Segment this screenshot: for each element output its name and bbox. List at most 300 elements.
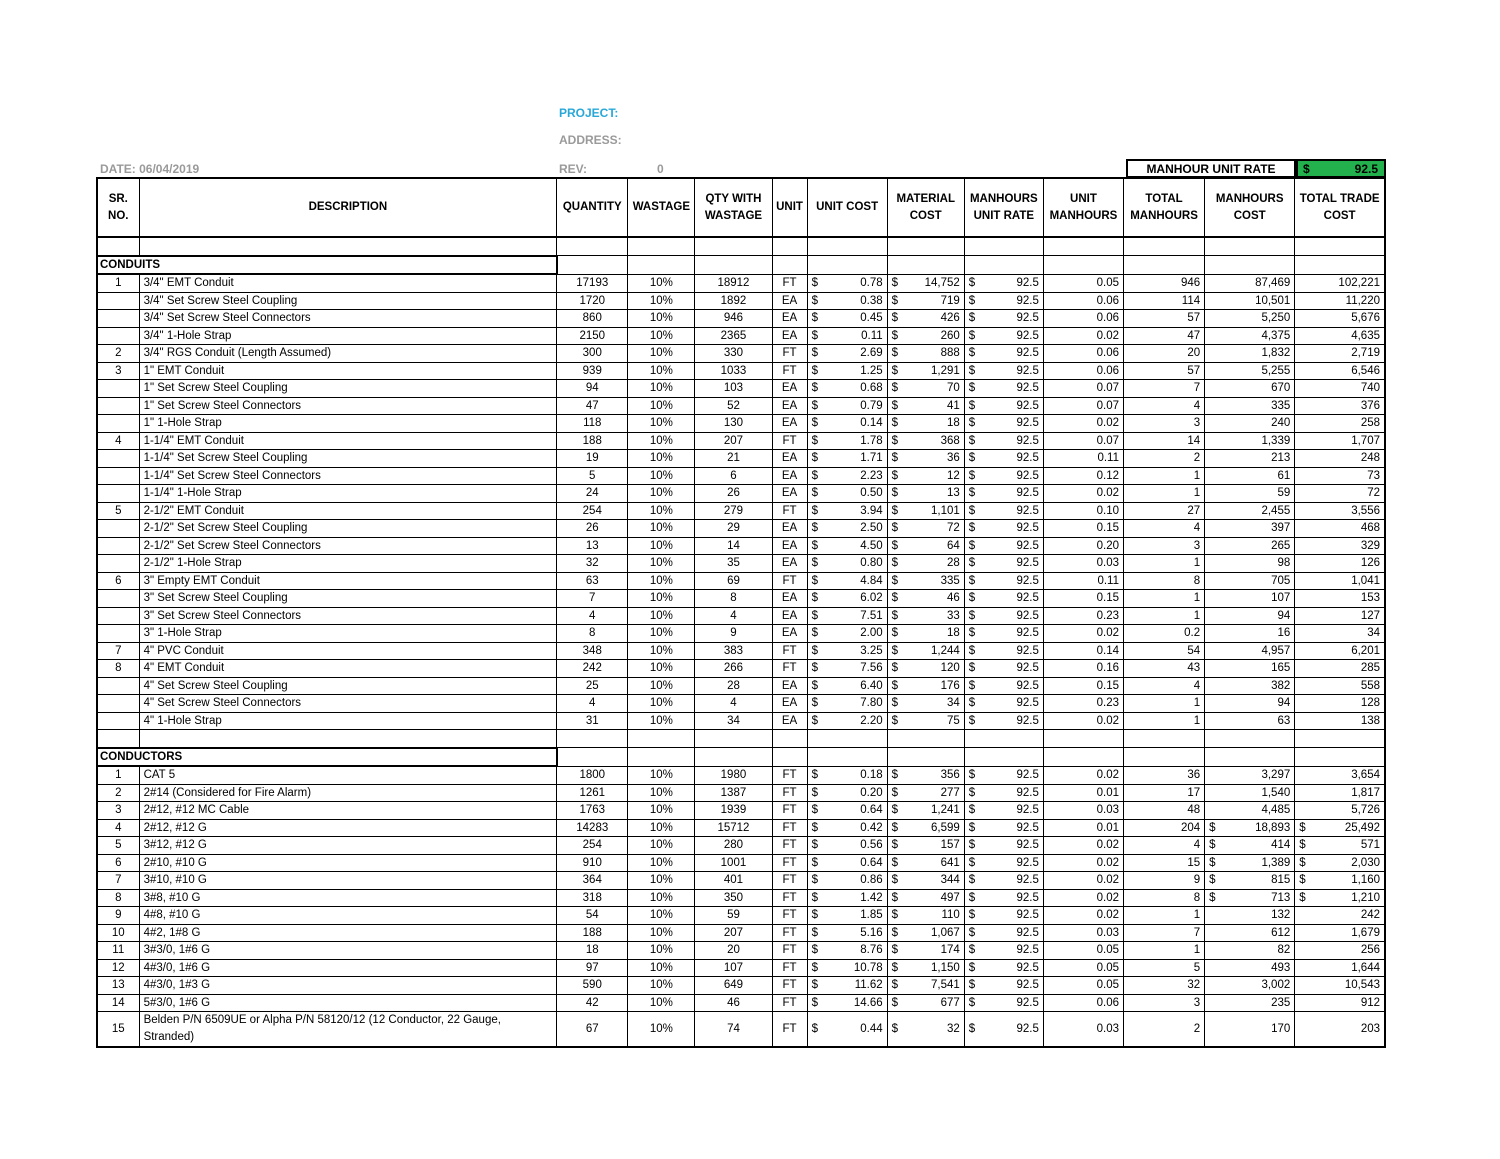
- sr-no-cell: [97, 467, 139, 485]
- empty-cell: [887, 748, 964, 767]
- material-cost-cell: [887, 467, 964, 485]
- quantity-cell: 13: [557, 537, 628, 555]
- sr-no-cell: 2: [97, 345, 139, 363]
- currency-symbol: $: [1209, 821, 1216, 834]
- unit-cell: EA: [772, 380, 807, 398]
- manhours-unit-rate-cell: [964, 695, 1043, 713]
- total-manhours-cell: 4: [1124, 837, 1205, 855]
- manhours-unit-rate-cell: [964, 924, 1043, 942]
- cell-value: 1,067: [931, 926, 960, 939]
- description-cell: 4" Set Screw Steel Coupling: [139, 677, 557, 695]
- qty-with-wastage-cell: 6: [695, 467, 772, 485]
- unit-manhours-cell: 0.05: [1043, 274, 1123, 292]
- currency-symbol: $: [811, 697, 818, 710]
- cell-value: 18: [946, 417, 960, 430]
- qty-with-wastage-cell: 107: [695, 959, 772, 977]
- material-cost-cell: [887, 274, 964, 292]
- empty-cell: [772, 237, 807, 256]
- quantity-cell: 67: [557, 1012, 628, 1048]
- cell-value: 0.38: [860, 294, 883, 307]
- empty-cell: [695, 256, 772, 275]
- unit-cost-cell: [807, 854, 887, 872]
- table-row: [97, 467, 1385, 485]
- material-cost-cell: [887, 642, 964, 660]
- quantity-cell: 54: [557, 907, 628, 925]
- material-cost-cell: [887, 942, 964, 960]
- currency-symbol: $: [891, 786, 899, 799]
- currency-symbol: $: [811, 856, 818, 869]
- sr-no-cell: 6: [97, 572, 139, 590]
- table-row: [97, 450, 1385, 468]
- total-trade-cost-cell: 329: [1295, 537, 1385, 555]
- unit-manhours-cell: 0.02: [1043, 837, 1123, 855]
- total-manhours-cell: 8: [1124, 572, 1205, 590]
- cell-value: 344: [940, 874, 960, 887]
- cell-value: 0.86: [860, 874, 883, 887]
- total-trade-cost-cell: 1,817: [1295, 784, 1385, 802]
- empty-cell: [964, 237, 1043, 256]
- material-cost-cell: [887, 555, 964, 573]
- currency-symbol: $: [968, 627, 976, 640]
- total-trade-cost-cell: 1,707: [1295, 432, 1385, 450]
- table-row: [97, 555, 1385, 573]
- unit-cost-cell: [807, 555, 887, 573]
- currency-symbol: $: [968, 539, 976, 552]
- unit-cell: EA: [772, 415, 807, 433]
- cell-value: 0.42: [860, 821, 883, 834]
- sr-no-cell: 1: [97, 274, 139, 292]
- quantity-cell: 318: [557, 889, 628, 907]
- total-manhours-cell: 3: [1124, 415, 1205, 433]
- quantity-cell: 97: [557, 959, 628, 977]
- currency-symbol: $: [891, 347, 899, 360]
- qty-with-wastage-cell: 74: [695, 1012, 772, 1048]
- table-row: [97, 802, 1385, 820]
- sr-no-cell: 7: [97, 872, 139, 890]
- currency-symbol: $: [968, 382, 976, 395]
- cell-value: 46: [946, 592, 960, 605]
- cell-value: 92.5: [1016, 821, 1039, 834]
- unit-cost-cell: [807, 362, 887, 380]
- total-manhours-cell: 0.2: [1124, 625, 1205, 643]
- cell-value: 92.5: [1016, 961, 1039, 974]
- total-manhours-cell: 1: [1124, 485, 1205, 503]
- currency-symbol: $: [891, 979, 899, 992]
- description-cell: 1-1/4" Set Screw Steel Connectors: [139, 467, 557, 485]
- empty-cell: [807, 748, 887, 767]
- total-manhours-cell: 1: [1124, 590, 1205, 608]
- qty-with-wastage-cell: 279: [695, 502, 772, 520]
- manhours-unit-rate-cell: [964, 555, 1043, 573]
- manhours-unit-rate-cell: [964, 907, 1043, 925]
- cell-value: 0.78: [860, 277, 883, 289]
- quantity-cell: 32: [557, 555, 628, 573]
- total-manhours-cell: 946: [1124, 274, 1205, 292]
- wastage-cell: 10%: [628, 660, 695, 678]
- currency-symbol: $: [891, 909, 899, 922]
- qty-with-wastage-cell: 401: [695, 872, 772, 890]
- empty-cell: [772, 730, 807, 748]
- material-cost-cell: [887, 625, 964, 643]
- total-trade-cost-cell: 10,543: [1295, 977, 1385, 995]
- description-cell: 4" EMT Conduit: [139, 660, 557, 678]
- description-cell: 2-1/2" 1-Hole Strap: [139, 555, 557, 573]
- cell-value: 13: [946, 487, 960, 500]
- unit-cell: EA: [772, 450, 807, 468]
- wastage-cell: 10%: [628, 415, 695, 433]
- cell-value: 8.76: [860, 944, 883, 957]
- empty-cell: [1205, 256, 1295, 275]
- manhours-unit-rate-cell: [964, 802, 1043, 820]
- currency-symbol: $: [891, 539, 899, 552]
- quantity-cell: 8: [557, 625, 628, 643]
- currency-symbol: $: [891, 557, 899, 570]
- unit-cell: FT: [772, 784, 807, 802]
- unit-cost-cell: [807, 889, 887, 907]
- empty-cell: [97, 730, 139, 748]
- currency-symbol: $: [891, 469, 899, 482]
- total-manhours-cell: 5: [1124, 959, 1205, 977]
- wastage-cell: 10%: [628, 802, 695, 820]
- total-trade-cost-cell: [1295, 854, 1385, 872]
- unit-cell: EA: [772, 520, 807, 538]
- manhours-cost-cell: 1,832: [1205, 345, 1295, 363]
- currency-symbol: $: [891, 662, 899, 675]
- table-row: [97, 415, 1385, 433]
- empty-cell: [964, 256, 1043, 275]
- empty-cell: [1043, 256, 1123, 275]
- qty-with-wastage-cell: 103: [695, 380, 772, 398]
- manhours-unit-rate-cell: [964, 362, 1043, 380]
- currency-symbol: $: [891, 487, 899, 500]
- empty-cell: [887, 237, 964, 256]
- section-header-row: [97, 256, 1385, 275]
- currency-symbol: $: [968, 644, 976, 657]
- qty-with-wastage-cell: 28: [695, 677, 772, 695]
- quantity-cell: 14283: [557, 819, 628, 837]
- total-manhours-cell: 57: [1124, 362, 1205, 380]
- currency-symbol: $: [891, 961, 899, 974]
- table-row: [97, 292, 1385, 310]
- manhours-cost-cell: 382: [1205, 677, 1295, 695]
- table-row: [97, 660, 1385, 678]
- total-trade-cost-cell: 558: [1295, 677, 1385, 695]
- unit-manhours-cell: 0.02: [1043, 872, 1123, 890]
- unit-cost-cell: [807, 660, 887, 678]
- currency-symbol: $: [811, 714, 818, 727]
- currency-symbol: $: [968, 294, 976, 307]
- currency-symbol: $: [968, 592, 976, 605]
- material-cost-cell: [887, 380, 964, 398]
- table-row: [97, 784, 1385, 802]
- unit-cost-cell: [807, 907, 887, 925]
- total-manhours-cell: 8: [1124, 889, 1205, 907]
- total-manhours-cell: 4: [1124, 677, 1205, 695]
- currency-symbol: $: [811, 891, 818, 904]
- wastage-cell: 10%: [628, 345, 695, 363]
- qty-with-wastage-cell: 1033: [695, 362, 772, 380]
- description-cell: 2-1/2" Set Screw Steel Connectors: [139, 537, 557, 555]
- cell-value: 92.5: [1016, 504, 1039, 517]
- manhours-unit-rate-cell: [964, 977, 1043, 995]
- manhours-unit-rate-cell: [964, 677, 1043, 695]
- currency-symbol: $: [811, 662, 818, 675]
- total-trade-cost-cell: 34: [1295, 625, 1385, 643]
- quantity-cell: 18: [557, 942, 628, 960]
- description-cell: 4#3/0, 1#3 G: [139, 977, 557, 995]
- empty-cell: [1295, 748, 1385, 767]
- unit-cost-cell: [807, 837, 887, 855]
- wastage-cell: 10%: [628, 784, 695, 802]
- cell-value: 0.64: [860, 856, 883, 869]
- qty-with-wastage-cell: 4: [695, 695, 772, 713]
- description-cell: 3#10, #10 G: [139, 872, 557, 890]
- wastage-cell: 10%: [628, 502, 695, 520]
- cell-value: 92.5: [1016, 1023, 1039, 1035]
- unit-manhours-cell: 0.05: [1043, 959, 1123, 977]
- empty-cell: [772, 256, 807, 275]
- currency-symbol: $: [891, 926, 899, 939]
- table-row: [97, 432, 1385, 450]
- unit-cell: EA: [772, 292, 807, 310]
- currency-symbol: $: [811, 487, 818, 500]
- manhours-cost-cell: [1205, 819, 1295, 837]
- wastage-cell: 10%: [628, 977, 695, 995]
- qty-with-wastage-cell: 946: [695, 310, 772, 328]
- table-row: [97, 766, 1385, 784]
- total-trade-cost-cell: 72: [1295, 485, 1385, 503]
- wastage-cell: 10%: [628, 942, 695, 960]
- wastage-cell: 10%: [628, 292, 695, 310]
- qty-with-wastage-cell: 59: [695, 907, 772, 925]
- cell-value: 92.5: [1016, 769, 1039, 781]
- total-trade-cost-cell: 3,654: [1295, 766, 1385, 784]
- currency-symbol: $: [891, 1023, 899, 1035]
- currency-symbol: $: [891, 522, 899, 535]
- unit-manhours-cell: 0.06: [1043, 362, 1123, 380]
- cell-value: 25,492: [1344, 821, 1380, 834]
- manhours-unit-rate-cell: [964, 485, 1043, 503]
- quantity-cell: 254: [557, 837, 628, 855]
- table-row: [97, 572, 1385, 590]
- manhours-unit-rate-cell: [964, 450, 1043, 468]
- cell-value: 0.18: [860, 769, 883, 781]
- cell-value: 41: [946, 399, 960, 412]
- empty-cell: [628, 256, 695, 275]
- currency-symbol: $: [1209, 856, 1216, 869]
- wastage-cell: 10%: [628, 819, 695, 837]
- cell-value: 92.5: [1016, 786, 1039, 799]
- unit-cost-cell: [807, 327, 887, 345]
- wastage-cell: 10%: [628, 625, 695, 643]
- table-row: [97, 854, 1385, 872]
- unit-manhours-cell: 0.06: [1043, 345, 1123, 363]
- wastage-cell: 10%: [628, 555, 695, 573]
- unit-cell: FT: [772, 660, 807, 678]
- total-trade-cost-cell: [1295, 819, 1385, 837]
- cell-value: 92.5: [1016, 856, 1039, 869]
- manhours-cost-cell: 240: [1205, 415, 1295, 433]
- total-trade-cost-cell: 3,556: [1295, 502, 1385, 520]
- empty-cell: [557, 237, 628, 256]
- currency-symbol: $: [968, 979, 976, 992]
- description-cell: 3" Set Screw Steel Connectors: [139, 607, 557, 625]
- cell-value: 1.78: [860, 434, 883, 447]
- wastage-cell: 10%: [628, 362, 695, 380]
- currency-symbol: $: [811, 786, 818, 799]
- currency-symbol: $: [891, 592, 899, 605]
- empty-cell: [557, 730, 628, 748]
- cell-value: 92.5: [1016, 592, 1039, 605]
- manhours-unit-rate-cell: [964, 310, 1043, 328]
- table-row: [97, 537, 1385, 555]
- cell-value: 92.5: [1016, 714, 1039, 727]
- cell-value: 92.5: [1016, 557, 1039, 570]
- unit-cell: EA: [772, 485, 807, 503]
- cell-value: 2.20: [860, 714, 883, 727]
- cell-value: 7.51: [860, 609, 883, 622]
- cell-value: 2.50: [860, 522, 883, 535]
- unit-cell: FT: [772, 345, 807, 363]
- cell-value: 1,150: [931, 961, 960, 974]
- sr-no-cell: [97, 380, 139, 398]
- currency-symbol: $: [1299, 839, 1306, 852]
- table-row: [97, 889, 1385, 907]
- unit-cost-cell: [807, 537, 887, 555]
- unit-cost-cell: [807, 924, 887, 942]
- unit-cell: FT: [772, 994, 807, 1012]
- qty-with-wastage-cell: 21: [695, 450, 772, 468]
- manhours-unit-rate-cell: [964, 837, 1043, 855]
- unit-cost-cell: [807, 450, 887, 468]
- currency-symbol: $: [968, 469, 976, 482]
- manhours-cost-cell: 4,957: [1205, 642, 1295, 660]
- quantity-cell: 910: [557, 854, 628, 872]
- currency-symbol: $: [811, 574, 818, 587]
- material-cost-cell: [887, 415, 964, 433]
- quantity-cell: 188: [557, 432, 628, 450]
- unit-cost-cell: [807, 977, 887, 995]
- quantity-cell: 860: [557, 310, 628, 328]
- currency-symbol: $: [811, 382, 818, 395]
- currency-symbol: $: [1209, 891, 1216, 904]
- empty-cell: [1295, 237, 1385, 256]
- col-sr-no: SR. NO.: [97, 178, 139, 237]
- cell-value: 92.5: [1016, 644, 1039, 657]
- wastage-cell: 10%: [628, 467, 695, 485]
- cell-value: 1.85: [860, 909, 883, 922]
- wastage-cell: 10%: [628, 520, 695, 538]
- col-unit-cost: UNIT COST: [807, 178, 887, 237]
- currency-symbol: $: [891, 769, 899, 781]
- cell-value: 92.5: [1016, 839, 1039, 852]
- description-cell: 3/4" RGS Conduit (Length Assumed): [139, 345, 557, 363]
- cell-value: 11.62: [854, 979, 883, 992]
- sr-no-cell: [97, 397, 139, 415]
- empty-cell: [807, 730, 887, 748]
- manhour-unit-rate-label: MANHOUR UNIT RATE: [1126, 159, 1296, 178]
- empty-cell: [1205, 237, 1295, 256]
- unit-cell: FT: [772, 889, 807, 907]
- qty-with-wastage-cell: 207: [695, 924, 772, 942]
- manhours-cost-cell: 165: [1205, 660, 1295, 678]
- manhours-cost-cell: 4,375: [1205, 327, 1295, 345]
- manhours-unit-rate-cell: [964, 345, 1043, 363]
- unit-manhours-cell: 0.02: [1043, 485, 1123, 503]
- wastage-cell: 10%: [628, 432, 695, 450]
- currency-symbol: $: [891, 839, 899, 852]
- description-cell: 4#3/0, 1#6 G: [139, 959, 557, 977]
- currency-symbol: $: [891, 364, 899, 377]
- currency-symbol: $: [811, 1023, 818, 1035]
- sr-no-cell: [97, 607, 139, 625]
- currency-symbol: $: [968, 874, 976, 887]
- table-row: [97, 274, 1385, 292]
- total-trade-cost-cell: 126: [1295, 555, 1385, 573]
- header-row: [97, 178, 1385, 237]
- wastage-cell: 10%: [628, 572, 695, 590]
- cell-value: 0.50: [860, 487, 883, 500]
- unit-cell: EA: [772, 712, 807, 730]
- unit-manhours-cell: 0.02: [1043, 766, 1123, 784]
- total-trade-cost-cell: 6,546: [1295, 362, 1385, 380]
- currency-symbol: $: [968, 312, 976, 325]
- currency-symbol: $: [968, 504, 976, 517]
- unit-cost-cell: [807, 959, 887, 977]
- currency-symbol: $: [891, 821, 899, 834]
- cell-value: 92.5: [1016, 469, 1039, 482]
- currency-symbol: $: [891, 382, 899, 395]
- manhours-unit-rate-cell: [964, 959, 1043, 977]
- currency-symbol: $: [811, 961, 818, 974]
- manhours-unit-rate-cell: [964, 1012, 1043, 1048]
- table-row: [97, 362, 1385, 380]
- qty-with-wastage-cell: 35: [695, 555, 772, 573]
- cell-value: 356: [940, 769, 960, 781]
- currency-symbol: $: [891, 856, 899, 869]
- description-cell: 1" 1-Hole Strap: [139, 415, 557, 433]
- material-cost-cell: [887, 907, 964, 925]
- sr-no-cell: [97, 712, 139, 730]
- material-cost-cell: [887, 819, 964, 837]
- currency-symbol: $: [891, 329, 899, 342]
- quantity-cell: 26: [557, 520, 628, 538]
- currency-symbol: $: [968, 821, 976, 834]
- table-row: [97, 872, 1385, 890]
- cell-value: 75: [946, 714, 960, 727]
- wastage-cell: 10%: [628, 677, 695, 695]
- sr-no-cell: [97, 625, 139, 643]
- unit-cell: EA: [772, 327, 807, 345]
- date-label: DATE: 06/04/2019: [100, 162, 200, 176]
- cell-value: 277: [940, 786, 960, 799]
- total-trade-cost-cell: 4,635: [1295, 327, 1385, 345]
- currency-symbol: $: [811, 821, 818, 834]
- cell-value: 4.84: [860, 574, 883, 587]
- currency-symbol: $: [811, 399, 818, 412]
- wastage-cell: 10%: [628, 889, 695, 907]
- cell-value: 260: [940, 329, 960, 342]
- currency-symbol: $: [968, 786, 976, 799]
- description-cell: 4" 1-Hole Strap: [139, 712, 557, 730]
- currency-symbol: $: [1209, 874, 1216, 887]
- currency-symbol: $: [891, 399, 899, 412]
- cell-value: 14,752: [924, 277, 960, 289]
- qty-with-wastage-cell: 1939: [695, 802, 772, 820]
- currency-symbol: $: [968, 926, 976, 939]
- manhours-cost-cell: 10,501: [1205, 292, 1295, 310]
- sr-no-cell: [97, 677, 139, 695]
